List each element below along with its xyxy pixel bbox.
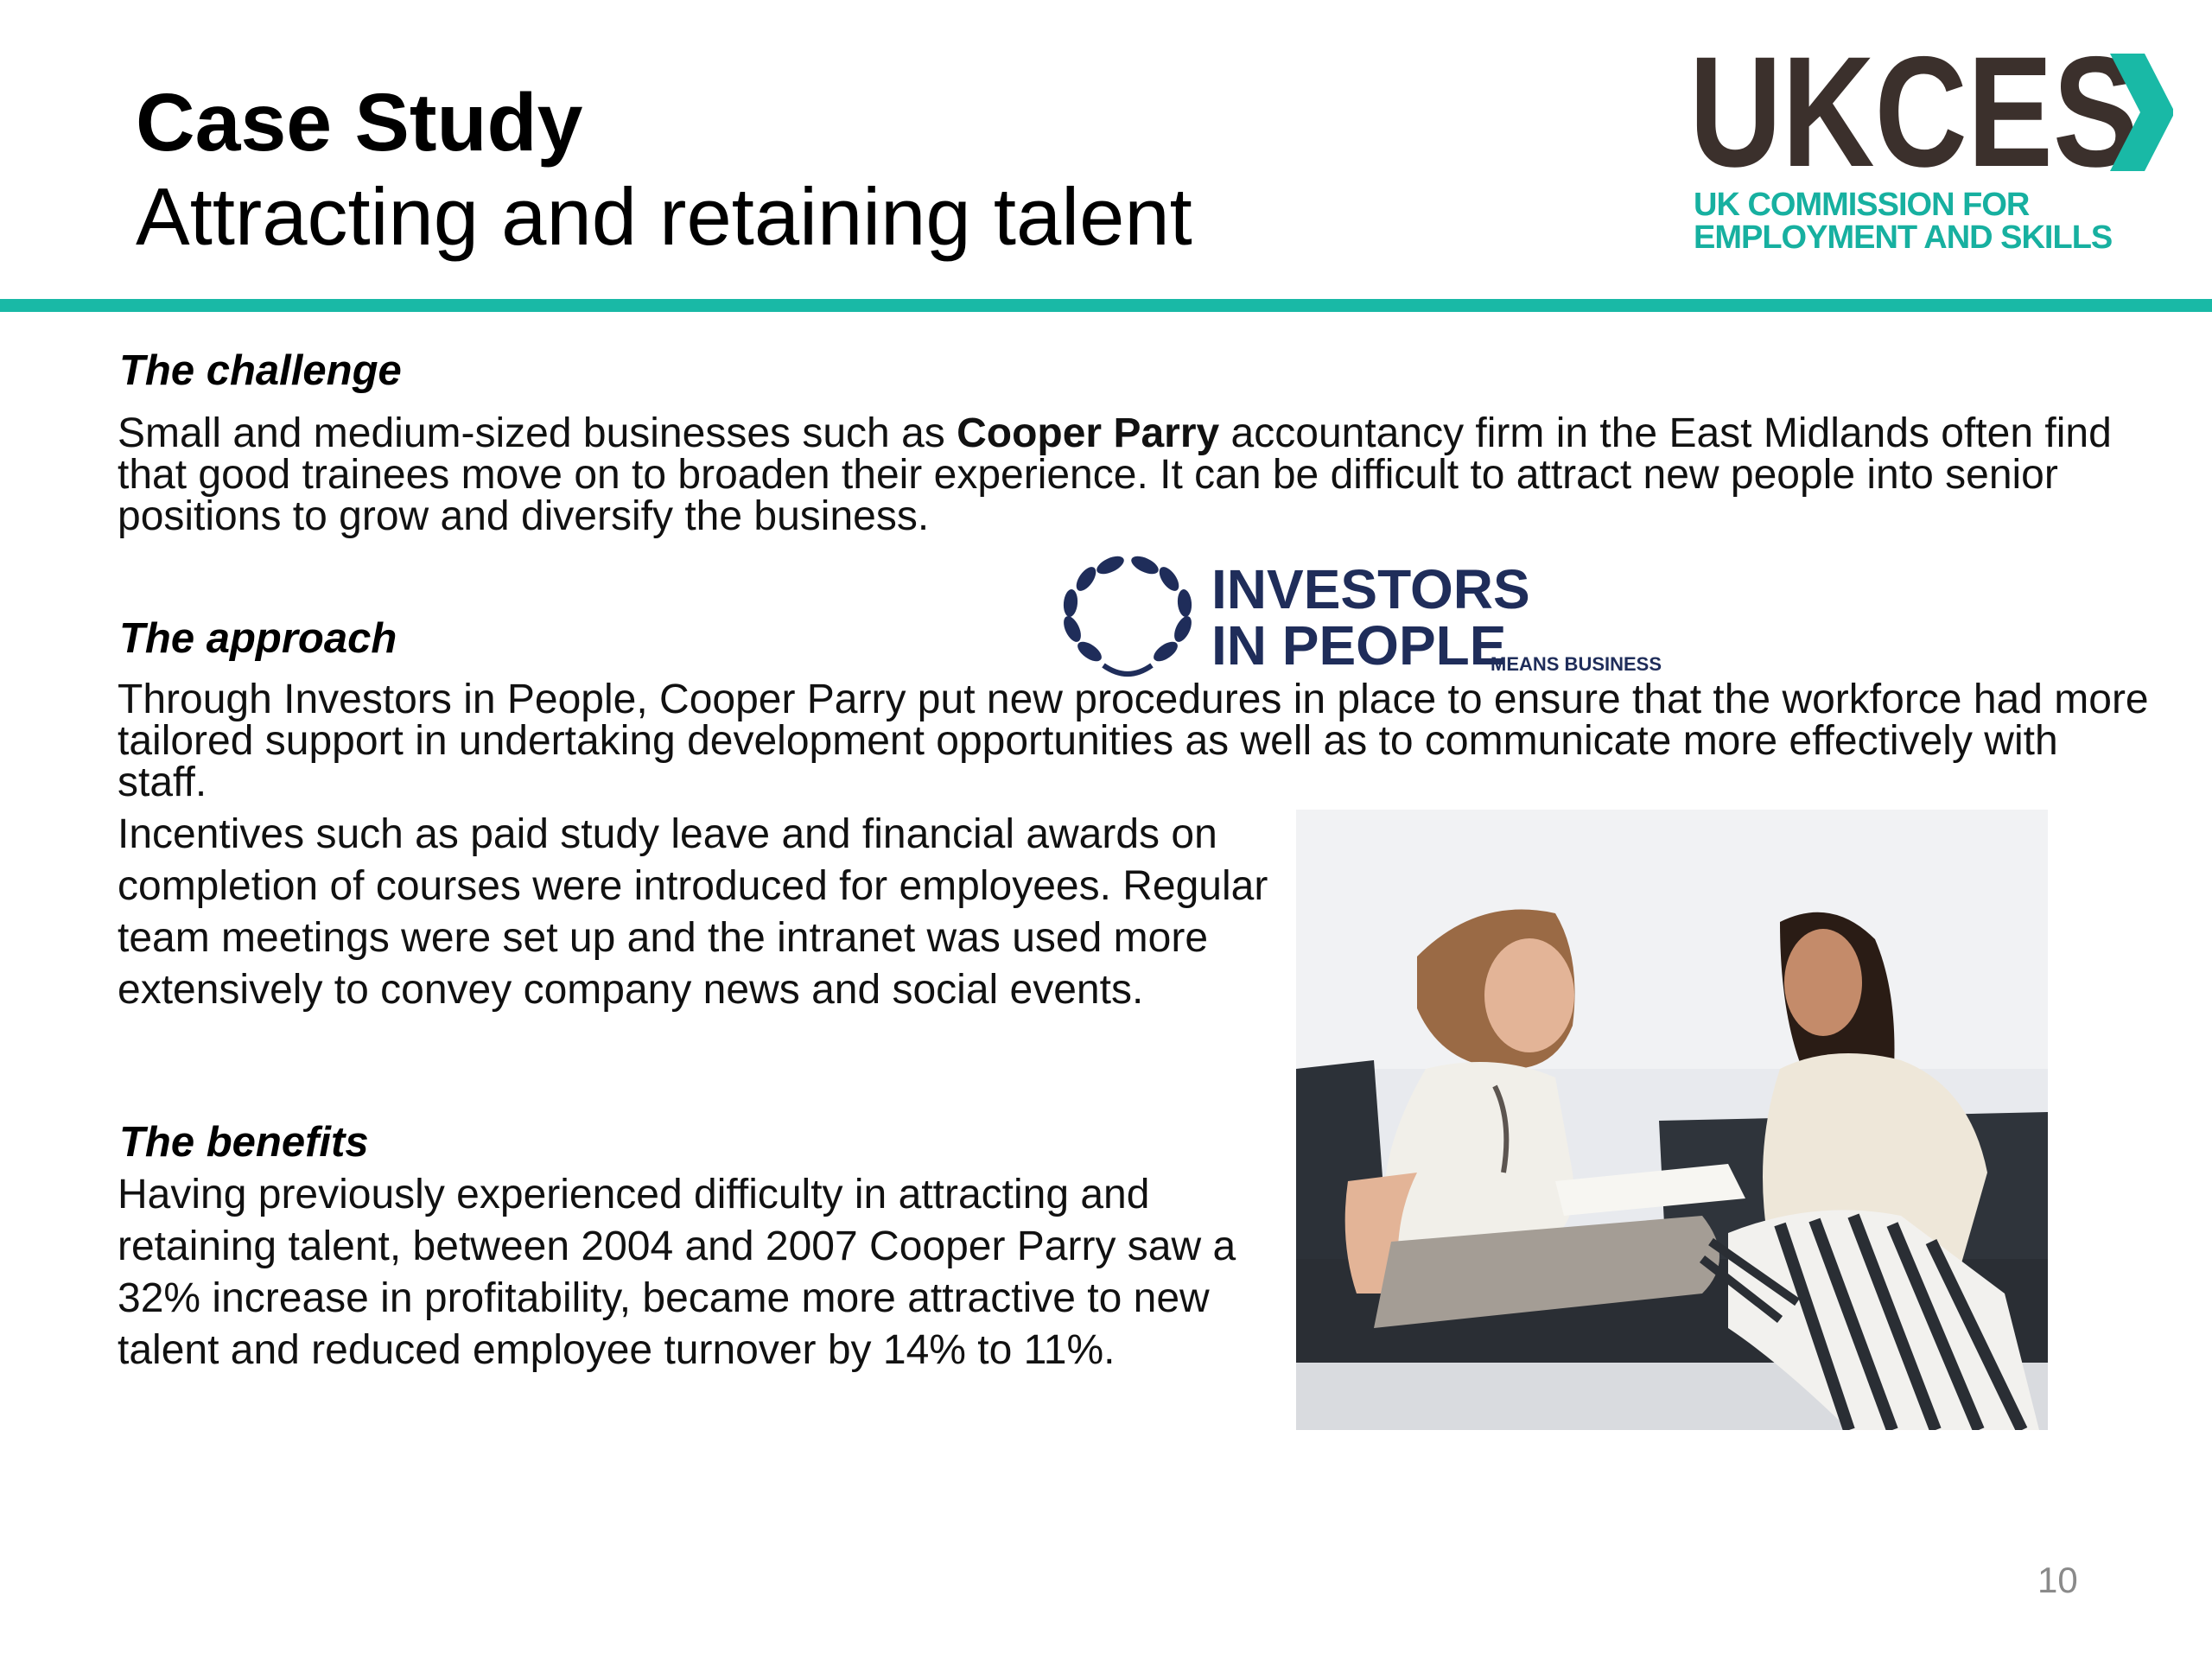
challenge-paragraph <box>118 410 2122 539</box>
iip-line2: IN PEOPLE <box>1211 614 1507 677</box>
slide-subtitle: Attracting and retaining talent <box>136 171 1192 262</box>
header-divider <box>0 299 2212 312</box>
ukces-logo-line2: EMPLOYMENT AND SKILLS <box>1694 219 2113 256</box>
ukces-logo-caption <box>1694 188 2112 254</box>
benefits-heading: The benefits <box>119 1119 369 1166</box>
slide-title: Case Study <box>136 77 583 168</box>
ukces-wordmark-text: UKCES <box>1689 45 2139 175</box>
ukces-logo-line1: UK COMMISSION FOR <box>1694 187 2030 223</box>
laurel-wreath-icon <box>1050 544 1205 683</box>
photo-illustration-icon <box>1296 810 2048 1430</box>
benefits-paragraph: Having previously experienced difficulty in attracting and retaining talent, between 2004 and 2007 Cooper Parry saw a 32% increase in profitability, became more attractive to new talent and reduced employee turnover by 14% to 11%. <box>118 1172 1236 1373</box>
challenge-heading: The challenge <box>119 347 402 394</box>
challenge-text-before: Small and medium-sized businesses such as <box>118 410 957 456</box>
challenge-text-after: accountancy firm in the East Midlands often find that good trainees move on to broaden their experience. It can be difficult to attract new people into senior positions to grow and diversify the business. <box>118 410 2112 539</box>
approach-paragraph: Through Investors in People, Cooper Parry put new procedures in place to ensure that the workforce had more tailored support in undertaking development opportunities as well as to communicate more effectively with staff. <box>118 677 2149 805</box>
company-name: Cooper Parry <box>957 410 1220 456</box>
two-women-talking-photo <box>1296 810 2048 1430</box>
iip-tagline: MEANS BUSINESS <box>1491 653 1662 675</box>
ukces-wordmark-icon <box>1689 45 2173 175</box>
page-number: 10 <box>2037 1560 2078 1600</box>
incentives-paragraph: Incentives such as paid study leave and financial awards on completion of courses were introduced for employees. Regular team meetings were set up and the intranet was used more extensively to convey company news and social events. <box>118 811 1268 1013</box>
iip-line1: INVESTORS <box>1211 558 1530 620</box>
approach-heading: The approach <box>119 615 397 662</box>
